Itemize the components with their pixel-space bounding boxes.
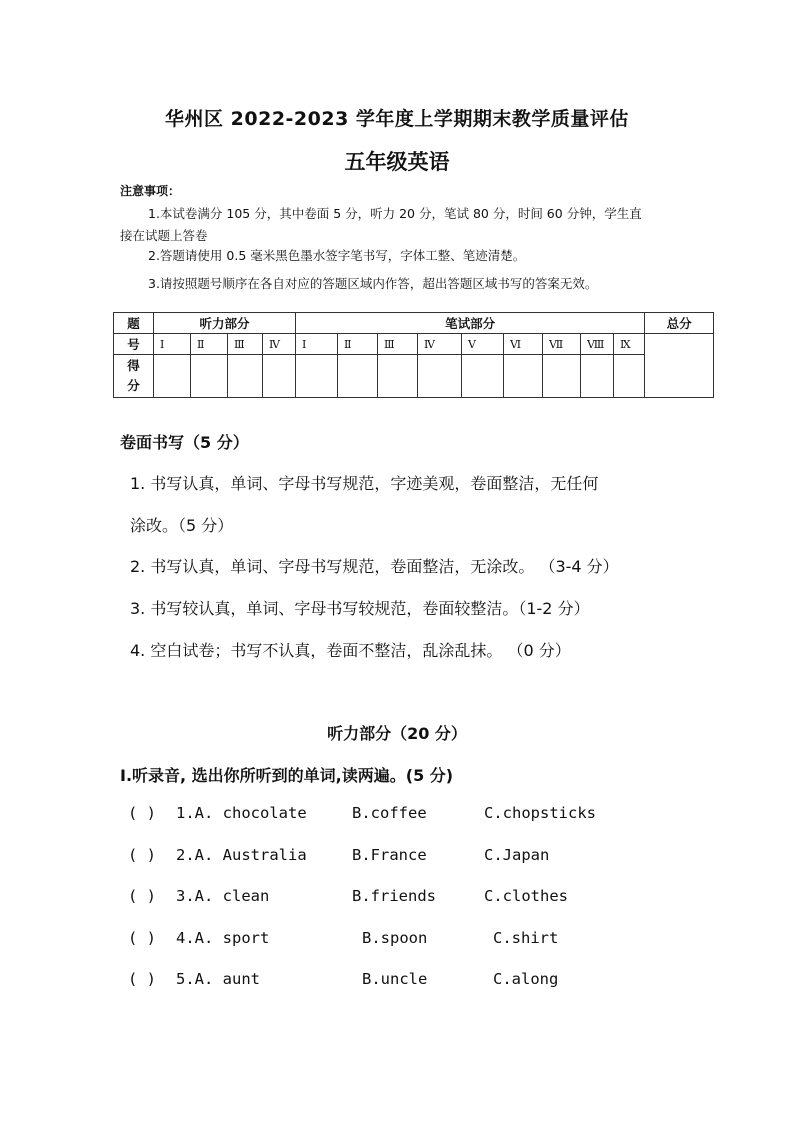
tihao-label-2: 号 bbox=[114, 334, 154, 355]
score-cell[interactable] bbox=[378, 355, 418, 398]
listening-col-3: Ⅲ bbox=[228, 334, 263, 355]
notice-heading: 注意事项： bbox=[120, 184, 181, 198]
written-col-5: Ⅴ bbox=[462, 334, 504, 355]
total-score-cell[interactable] bbox=[645, 334, 714, 398]
score-cell[interactable] bbox=[581, 355, 614, 398]
written-col-4: Ⅳ bbox=[418, 334, 462, 355]
list-item-2-option-a: 2.A. Australia bbox=[176, 846, 307, 864]
notice-item-1-line1: 1.本试卷满分 105 分，其中卷面 5 分，听力 20 分，笔试 80 分，时间 60 分钟，学生直 bbox=[148, 206, 642, 221]
written-col-9: Ⅸ bbox=[614, 334, 645, 355]
score-table bbox=[113, 312, 714, 398]
notice-item-2: 2.答题请使用 0.5 毫米黑色墨水签字笔书写，字体工整、笔迹清楚。 bbox=[148, 248, 526, 263]
list-item-5-bracket[interactable]: ( ) bbox=[128, 970, 156, 988]
handwriting-criterion-4: 4. 空白试卷；书写不认真，卷面不整洁，乱涂乱抹。 （0 分） bbox=[130, 641, 571, 660]
list-item-4-bracket[interactable]: ( ) bbox=[128, 929, 156, 947]
list-item-3-option-c: C.clothes bbox=[484, 887, 568, 905]
list-item-5-option-c: C.along bbox=[493, 970, 559, 988]
handwriting-criterion-3: 3. 书写较认真，单词、字母书写较规范，卷面较整洁。（1-2 分） bbox=[130, 599, 590, 618]
question-1-heading: Ⅰ.听录音, 选出你所听到的单词,读两遍。(5 分) bbox=[120, 766, 454, 785]
list-item-2-option-b: B.France bbox=[352, 846, 427, 864]
written-col-1: Ⅰ bbox=[296, 334, 338, 355]
list-item-3-option-b: B.friends bbox=[352, 887, 436, 905]
score-cell[interactable] bbox=[614, 355, 645, 398]
written-col-7: Ⅶ bbox=[543, 334, 581, 355]
written-col-8: Ⅷ bbox=[581, 334, 614, 355]
total-score-header: 总分 bbox=[645, 313, 714, 334]
list-item-1-bracket[interactable]: ( ) bbox=[128, 804, 156, 822]
score-cell[interactable] bbox=[296, 355, 338, 398]
listening-col-2: Ⅱ bbox=[191, 334, 228, 355]
list-item-4-option-c: C.shirt bbox=[493, 929, 559, 947]
list-item-2-option-c: C.Japan bbox=[484, 846, 550, 864]
list-item-1-option-b: B.coffee bbox=[352, 804, 427, 822]
score-cell[interactable] bbox=[191, 355, 228, 398]
list-item-2-bracket[interactable]: ( ) bbox=[128, 846, 156, 864]
handwriting-criterion-1-line2: 涂改。（5 分） bbox=[130, 516, 234, 535]
notice-item-3: 3.请按照题号顺序在各自对应的答题区域内作答，超出答题区域书写的答案无效。 bbox=[148, 276, 598, 291]
listening-heading: 听力部分（20 分） bbox=[327, 724, 467, 743]
defen-label bbox=[114, 355, 154, 398]
listening-col-1: Ⅰ bbox=[154, 334, 191, 355]
list-item-3-bracket[interactable]: ( ) bbox=[128, 887, 156, 905]
written-col-2: Ⅱ bbox=[338, 334, 378, 355]
score-cell[interactable] bbox=[338, 355, 378, 398]
handwriting-criterion-2: 2. 书写认真，单词、字母书写规范，卷面整洁，无涂改。 （3-4 分） bbox=[130, 557, 619, 576]
handwriting-criterion-1-line1: 1. 书写认真，单词、字母书写规范，字迹美观，卷面整洁，无任何 bbox=[130, 474, 599, 493]
notice-item-1-line2: 接在试题上答卷 bbox=[120, 228, 208, 243]
written-part-header: 笔试部分 bbox=[296, 313, 645, 334]
listening-col-4: Ⅳ bbox=[263, 334, 296, 355]
list-item-5-option-b: B.uncle bbox=[362, 970, 428, 988]
list-item-4-option-b: B.spoon bbox=[362, 929, 428, 947]
written-col-6: Ⅵ bbox=[504, 334, 543, 355]
list-item-5-option-a: 5.A. aunt bbox=[176, 970, 260, 988]
handwriting-heading: 卷面书写（5 分） bbox=[120, 433, 249, 452]
score-cell[interactable] bbox=[263, 355, 296, 398]
tihao-label-1: 题 bbox=[114, 313, 154, 334]
score-cell[interactable] bbox=[228, 355, 263, 398]
defen-label-2: 分 bbox=[127, 378, 140, 393]
list-item-3-option-a: 3.A. clean bbox=[176, 887, 270, 905]
written-col-3: Ⅲ bbox=[378, 334, 418, 355]
listening-part-header: 听力部分 bbox=[154, 313, 296, 334]
score-cell[interactable] bbox=[504, 355, 543, 398]
exam-subtitle: 五年级英语 bbox=[344, 149, 450, 174]
list-item-1-option-a: 1.A. chocolate bbox=[176, 804, 307, 822]
defen-label-1: 得 bbox=[127, 358, 140, 373]
list-item-1-option-c: C.chopsticks bbox=[484, 804, 596, 822]
score-cell[interactable] bbox=[462, 355, 504, 398]
score-cell[interactable] bbox=[543, 355, 581, 398]
list-item-4-option-a: 4.A. sport bbox=[176, 929, 270, 947]
score-cell[interactable] bbox=[418, 355, 462, 398]
exam-title: 华州区 2022-2023 学年度上学期期末教学质量评估 bbox=[165, 108, 629, 130]
score-cell[interactable] bbox=[154, 355, 191, 398]
